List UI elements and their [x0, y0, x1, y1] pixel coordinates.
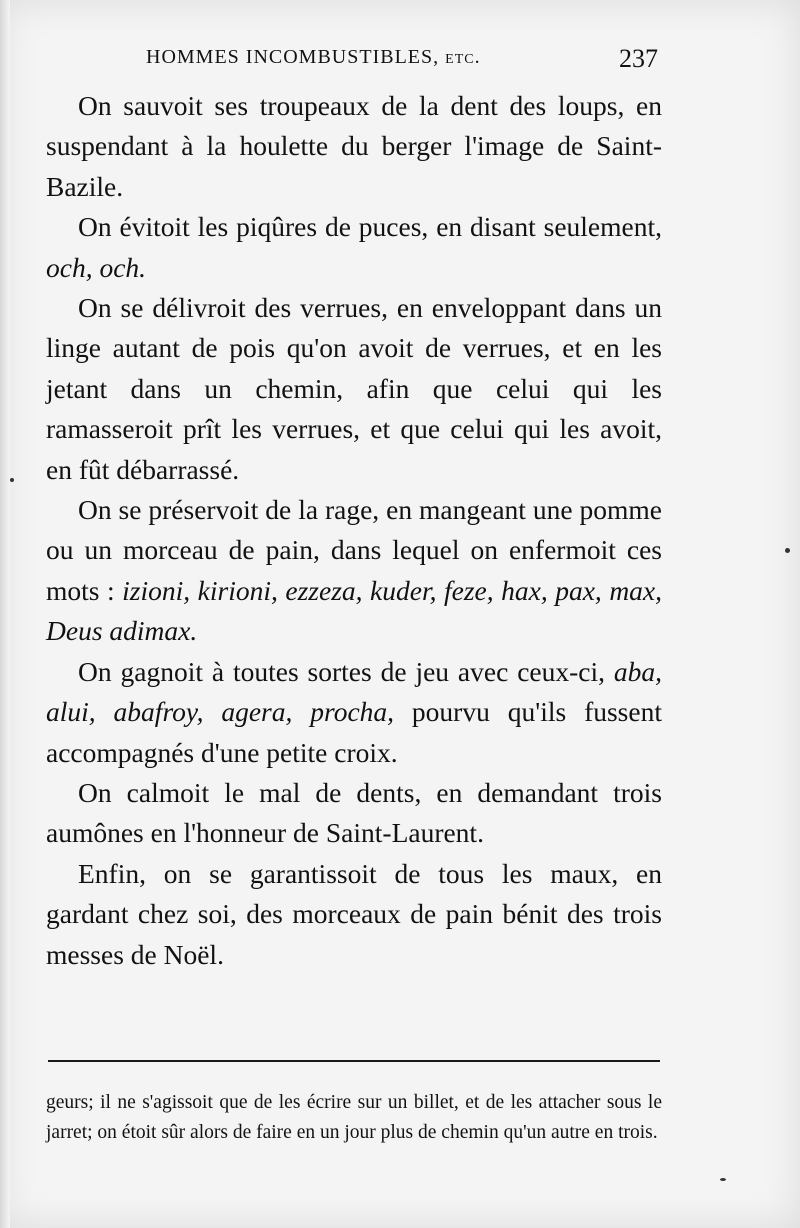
- text-run: On sauvoit ses troupeaux de la dent des loups, en suspendant à la houlette du berger l'image de Saint-Bazile.: [46, 90, 662, 202]
- text-run: On évitoit les piqûres de puces, en disant seulement,: [78, 211, 662, 243]
- footnote: [46, 1088, 662, 1148]
- ink-speck: [785, 548, 790, 553]
- italic-run: aba, alui, abafroy, agera, procha,: [46, 655, 662, 728]
- paragraph: [46, 207, 662, 288]
- running-head: HOMMES INCOMBUSTIBLES, etc.: [146, 46, 481, 68]
- page-header: [146, 44, 658, 78]
- paragraph: [46, 652, 662, 773]
- paragraph: [46, 288, 662, 490]
- ink-speck: [720, 1178, 726, 1181]
- footnote-separator-rule: [48, 1060, 660, 1062]
- paragraph: [46, 854, 662, 975]
- main-text: [46, 86, 662, 975]
- paragraph: [46, 490, 662, 652]
- paragraph: [46, 86, 662, 207]
- page-number: 237: [619, 44, 658, 73]
- text-run: On se préservoit de la rage, en mangeant une pomme ou un morceau de pain, dans lequel on enfermoit ces mots :: [46, 494, 662, 606]
- text-run: On se délivroit des verrues, en enveloppant dans un linge autant de pois qu'on avoit de verrues, et en les jetant dans un chemin, afin que celui qui les ramasseroit prît les verrues, et que celui qui les avoit, en fût débarrassé.: [46, 292, 662, 485]
- paragraph: [46, 773, 662, 854]
- text-run: Enfin, on se garantissoit de tous les maux, en gardant chez soi, des morceaux de pain bénit des trois messes de Noël.: [46, 857, 662, 970]
- italic-run: och, och.: [46, 251, 147, 283]
- text-run: On calmoit le mal de dents, en demandant trois aumônes en l'honneur de Saint-Laurent.: [46, 776, 662, 849]
- italic-run: izioni, kirioni, ezzeza, kuder, feze, hax, pax, max, Deus adimax.: [46, 574, 663, 647]
- page-edge-shadow: [0, 0, 10, 1228]
- ink-speck: [10, 478, 14, 482]
- footnote-text: geurs; il ne s'agissoit que de les écrire sur un billet, et de les attacher sous le jarret; on étoit sûr alors de faire en un jour plus de chemin qu'un autre en trois.: [46, 1092, 662, 1143]
- text-run: pourvu qu'ils fussent accompagnés d'une petite croix.: [46, 696, 662, 768]
- text-run: On gagnoit à toutes sortes de jeu avec ceux-ci,: [78, 655, 614, 687]
